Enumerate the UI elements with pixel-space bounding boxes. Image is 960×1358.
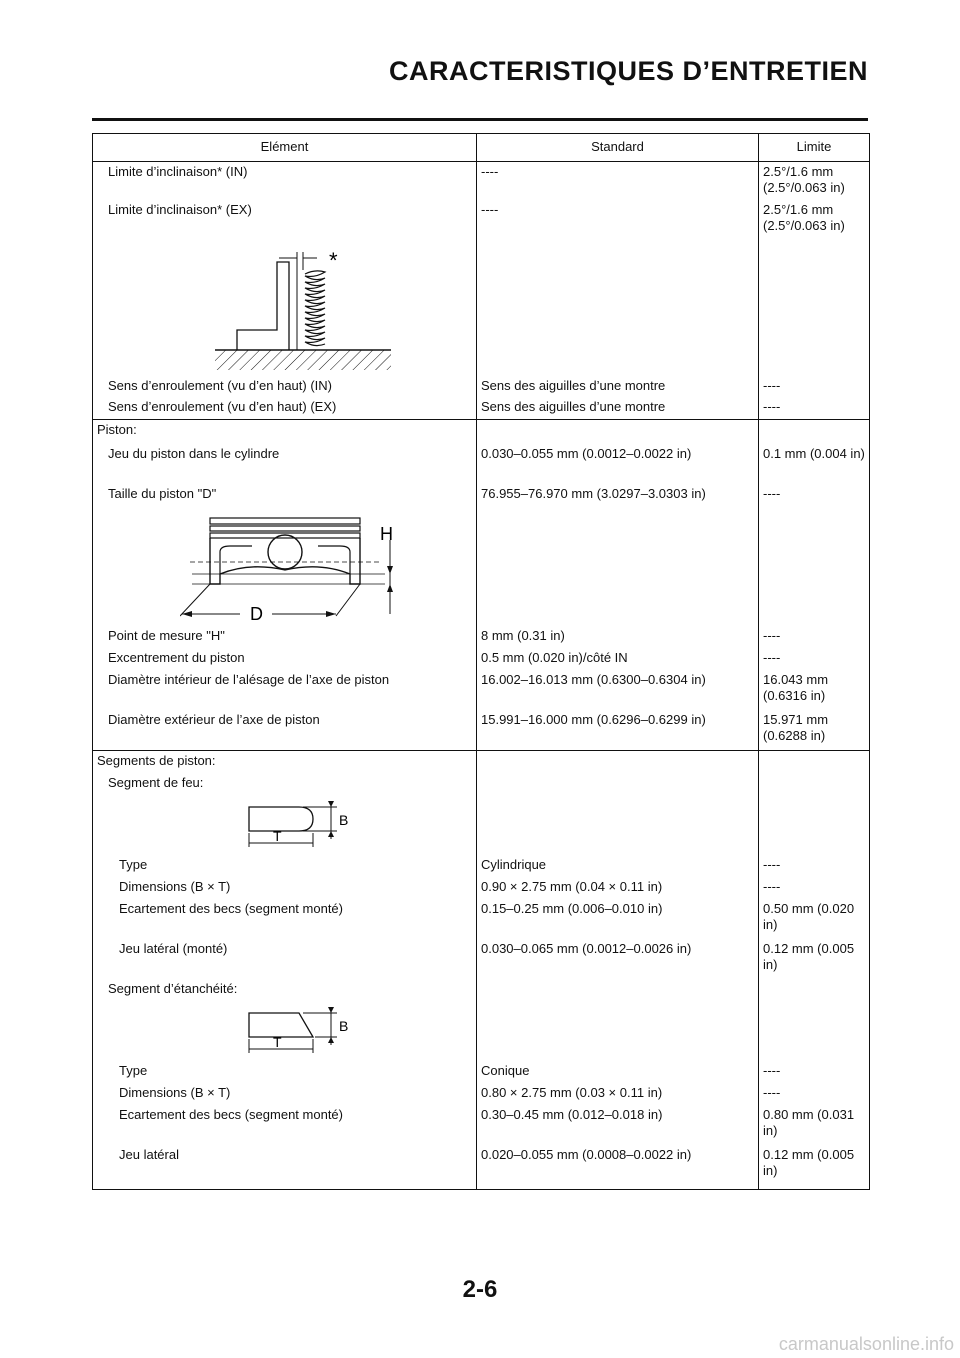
page-title: CARACTERISTIQUES D’ENTRETIEN xyxy=(388,56,868,86)
table-row xyxy=(93,877,869,899)
row-item: Diamètre intérieur de l’alésage de l’axe de piston xyxy=(93,670,477,710)
header-standard: Standard xyxy=(477,134,759,162)
table-row xyxy=(93,710,869,750)
second-ring-b-label: B xyxy=(339,1018,349,1034)
row-standard: 0.30–0.45 mm (0.012–0.018 in) xyxy=(477,1105,759,1145)
row-item: Dimensions (B × T) xyxy=(93,877,477,899)
spec-table xyxy=(92,133,870,1190)
table-row xyxy=(93,1061,869,1083)
section-spring xyxy=(93,162,869,420)
top-ring-t-label: T xyxy=(273,828,282,844)
header-limit: Limite xyxy=(759,134,869,162)
row-limit: ---- xyxy=(763,1085,781,1100)
row-limit: ---- xyxy=(763,1063,781,1078)
row-standard: 0.80 × 2.75 mm (0.03 × 0.11 in) xyxy=(477,1083,759,1105)
row-item: Diamètre extérieur de l’axe de piston xyxy=(93,710,477,750)
header-element: Elément xyxy=(93,134,477,162)
table-row xyxy=(93,939,869,979)
table-row xyxy=(93,626,869,648)
table-row xyxy=(93,670,869,710)
row-standard: Conique xyxy=(477,1061,759,1083)
top-ring-title: Segment de feu: xyxy=(93,773,477,795)
row-limit: 0.12 mm (0.005 in) xyxy=(763,1147,855,1178)
row-standard: Sens des aiguilles d’une montre xyxy=(477,376,759,397)
table-row xyxy=(93,376,869,397)
row-item: Jeu du piston dans le cylindre xyxy=(93,444,477,484)
row-standard: 8 mm (0.31 in) xyxy=(477,626,759,648)
section-piston xyxy=(93,420,869,751)
row-item: Dimensions (B × T) xyxy=(93,1083,477,1105)
row-limit: 0.12 mm (0.005 in) xyxy=(763,941,855,972)
spring-figure-row xyxy=(93,236,869,376)
row-limit: ---- xyxy=(763,879,781,894)
row-standard: Sens des aiguilles d’une montre xyxy=(477,397,759,419)
table-row xyxy=(93,397,869,419)
row-standard: 15.991–16.000 mm (0.6296–0.6299 in) xyxy=(477,710,759,750)
row-standard: 0.5 mm (0.020 in)/côté IN xyxy=(477,648,759,670)
title-rule xyxy=(92,118,868,121)
table-row xyxy=(93,200,869,236)
table-row xyxy=(93,855,869,877)
table-row xyxy=(93,1145,869,1189)
row-item: Type xyxy=(93,1061,477,1083)
row-limit: ---- xyxy=(763,378,781,393)
row-limit: 0.50 mm (0.020 in) xyxy=(763,901,855,932)
piston-figure-row xyxy=(93,506,869,626)
section-rings xyxy=(93,751,869,1189)
piston-section-title: Piston: xyxy=(93,420,477,444)
second-ring-figure-row xyxy=(93,1001,869,1061)
row-standard: 76.955–76.970 mm (3.0297–3.0303 in) xyxy=(477,484,759,506)
piston-figure xyxy=(180,510,420,622)
top-ring-b-label: B xyxy=(339,812,349,828)
row-standard: ---- xyxy=(477,200,759,236)
row-standard: ---- xyxy=(477,162,759,200)
row-item: Jeu latéral (monté) xyxy=(93,939,477,979)
table-row xyxy=(93,1083,869,1105)
row-limit: 0.1 mm (0.004 in) xyxy=(763,446,865,461)
page-number: 2-6 xyxy=(462,1276,498,1303)
second-ring-figure xyxy=(243,1005,363,1057)
row-item: Sens d’enroulement (vu d’en haut) (IN) xyxy=(93,376,477,397)
row-limit: ---- xyxy=(763,486,781,501)
row-limit: 0.80 mm (0.031 in) xyxy=(763,1107,855,1138)
table-row xyxy=(93,484,869,506)
section-title-row xyxy=(93,751,869,773)
tilt-asterisk-label: * xyxy=(329,248,338,273)
row-limit: 16.043 mm (0.6316 in) xyxy=(763,672,829,703)
table-row xyxy=(93,648,869,670)
table-row xyxy=(93,899,869,939)
piston-h-label: H xyxy=(379,524,393,544)
row-item: Limite d’inclinaison* (EX) xyxy=(93,200,477,236)
subsection-title-row xyxy=(93,773,869,795)
row-standard: 0.030–0.055 mm (0.0012–0.0022 in) xyxy=(477,444,759,484)
row-standard: 0.030–0.065 mm (0.0012–0.0026 in) xyxy=(477,939,759,979)
row-standard: 0.90 × 2.75 mm (0.04 × 0.11 in) xyxy=(477,877,759,899)
top-ring-figure xyxy=(243,799,363,851)
top-ring-figure-row xyxy=(93,795,869,855)
row-limit: ---- xyxy=(763,857,781,872)
table-row xyxy=(93,162,869,200)
spring-tilt-figure xyxy=(213,238,413,374)
row-standard: 16.002–16.013 mm (0.6300–0.6304 in) xyxy=(477,670,759,710)
row-limit: ---- xyxy=(763,650,781,665)
row-item: Point de mesure "H" xyxy=(93,626,477,648)
rings-section-title: Segments de piston: xyxy=(93,751,477,773)
row-limit: 2.5°/1.6 mm (2.5°/0.063 in) xyxy=(763,164,845,195)
subsection-title-row xyxy=(93,979,869,1001)
row-item: Ecartement des becs (segment monté) xyxy=(93,899,477,939)
row-item: Sens d’enroulement (vu d’en haut) (EX) xyxy=(93,397,477,419)
row-item: Jeu latéral xyxy=(93,1145,477,1189)
table-row xyxy=(93,1105,869,1145)
row-item: Excentrement du piston xyxy=(93,648,477,670)
row-item: Type xyxy=(93,855,477,877)
section-title-row xyxy=(93,420,869,444)
row-item: Ecartement des becs (segment monté) xyxy=(93,1105,477,1145)
row-standard: 0.020–0.055 mm (0.0008–0.0022 in) xyxy=(477,1145,759,1189)
row-item: Limite d’inclinaison* (IN) xyxy=(93,162,477,200)
row-limit: ---- xyxy=(763,399,781,414)
second-ring-t-label: T xyxy=(273,1034,282,1050)
table-header xyxy=(93,134,869,162)
row-item: Taille du piston "D" xyxy=(93,484,477,506)
table-row xyxy=(93,444,869,484)
watermark: carmanualsonline.info xyxy=(778,1334,954,1354)
row-standard: 0.15–0.25 mm (0.006–0.010 in) xyxy=(477,899,759,939)
row-standard: Cylindrique xyxy=(477,855,759,877)
row-limit: 2.5°/1.6 mm (2.5°/0.063 in) xyxy=(763,202,845,233)
piston-d-label: D xyxy=(249,604,263,622)
row-limit: ---- xyxy=(763,628,781,643)
row-limit: 15.971 mm (0.6288 in) xyxy=(763,712,829,743)
second-ring-title: Segment d’étanchéité: xyxy=(93,979,477,1001)
